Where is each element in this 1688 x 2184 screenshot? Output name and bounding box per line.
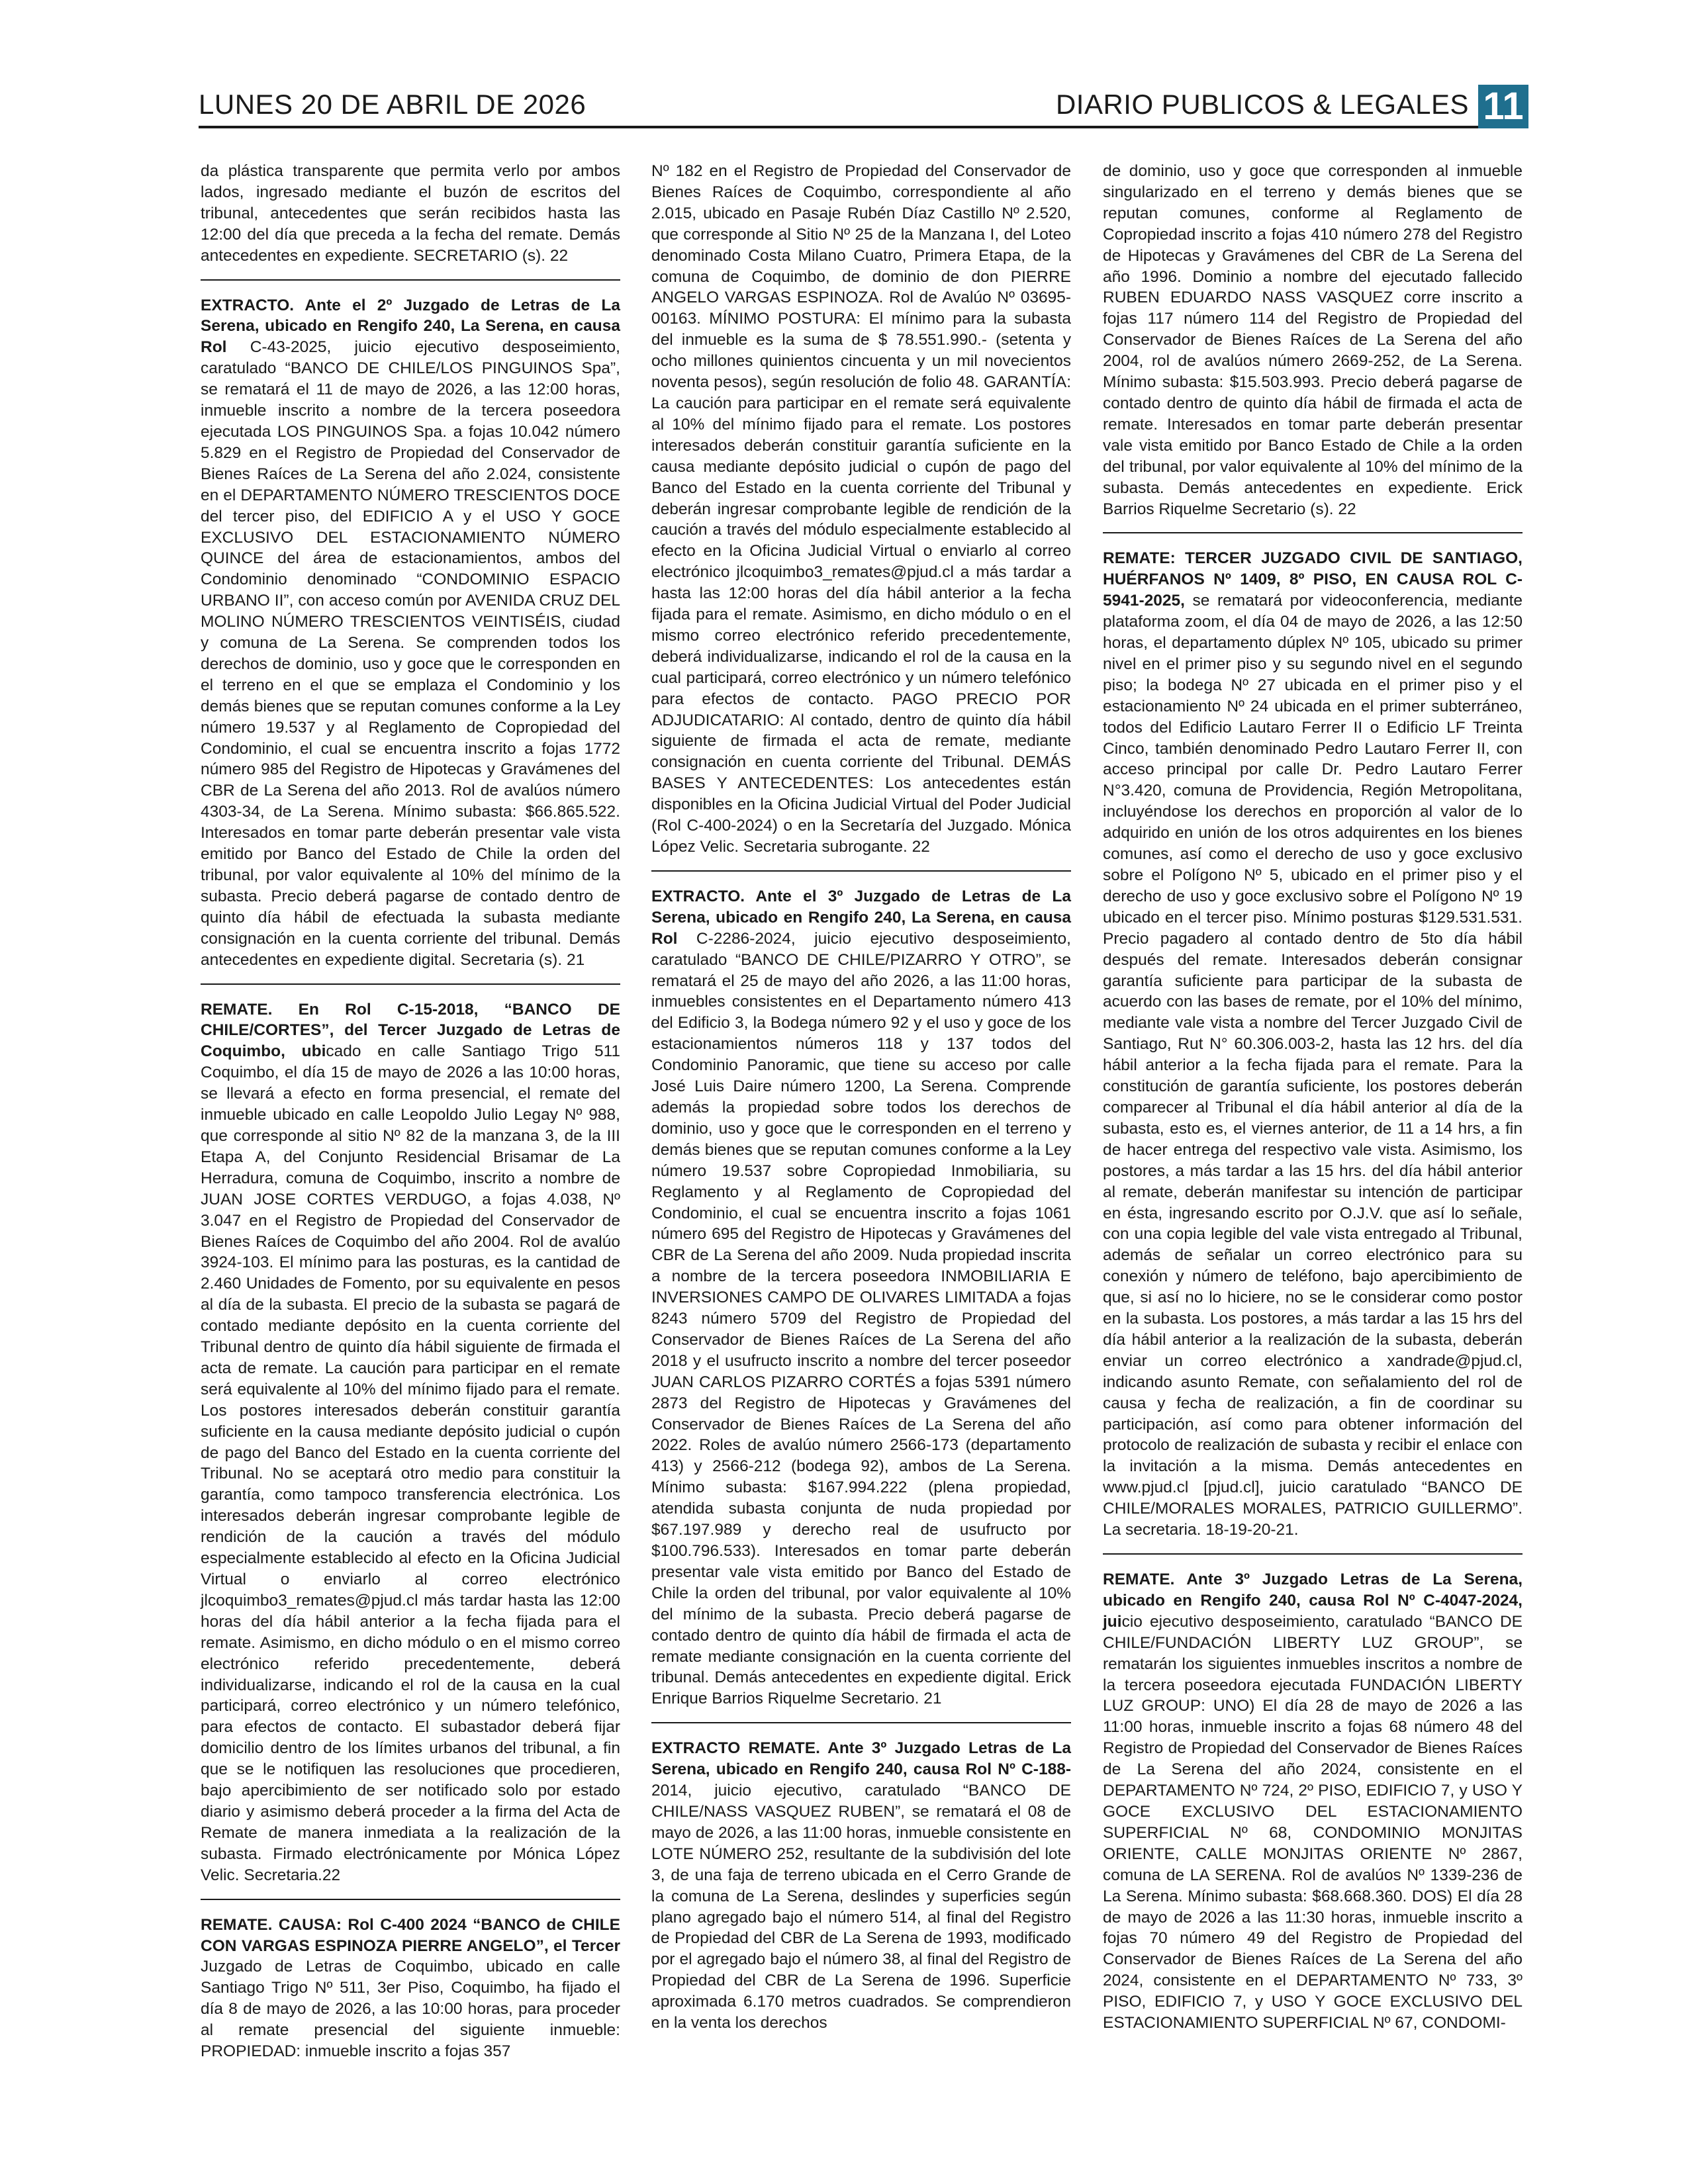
notice-remate-c-400-2024	[201, 1915, 620, 2062]
section-title: DIARIO PUBLICOS & LEGALES	[1055, 89, 1469, 120]
notice-divider	[1103, 1553, 1523, 1555]
notice-text: Juzgado de Letras de Coquimbo, ubicado en calle Santiago Trigo Nº 511, 3er Piso, Coquimbo, ha fijado el día 8 de mayo de 2026, a las 10:00 horas, para proceder al remate presencial del siguiente inmueble: PROPIEDAD: inmueble inscrito a fojas 357	[201, 1958, 620, 2061]
notice-divider	[651, 870, 1071, 872]
notice-lead: REMATE: TERCER JUZGADO CIVIL DE SANTIAGO, HUÉRFANOS Nº 1409, 8º PISO, EN CAUSA ROL C-5941-2025,	[1103, 549, 1523, 610]
column-3	[1103, 161, 1523, 2034]
notice-text: da plástica transparente que permita verlo por ambos lados, ingresado mediante el buzón de escritos del tribunal, antecedentes que serán recibidos hasta las 12:00 del día que preceda a la fecha del remate. Demás antecedentes en expediente. SECRETARIO (s). 22	[201, 162, 620, 265]
notice-body	[651, 161, 1071, 858]
issue-date: LUNES 20 DE ABRIL DE 2026	[199, 89, 586, 120]
notice-text: C-43-2025, juicio ejecutivo desposeimiento, caratulado “BANCO DE CHILE/LOS PINGUINOS Spa”, se rematará el 11 de mayo de 2026, a las 12:00 horas, inmueble inscrito a nombre de la tercera poseedora ejecutada LOS PINGUINOS Spa. a fojas 10.042 número 5.829 en el Registro de Propiedad del Conservador de Bienes Raíces de La Serena del año 2.024, consistente en el DEPARTAMENTO NÚMERO TRESCIENTOS DOCE del tercer piso, del EDIFICIO A y el USO Y GOCE EXCLUSIVO DEL ESTACIONAMIENTO NÚMERO QUINCE del área de estacionamientos, ambos del Condominio denominado “CONDOMINIO ESPACIO URBANO II”, con acceso común por AVENIDA CRUZ DEL MOLINO NÚMERO TRESCIENTOS VEINTISÉIS, ciudad y comuna de La Serena. Se comprenden todos los derechos de dominio, uso y goce que le corresponden en el terreno en el que se emplaza el Condominio y los demás bienes que se reputan comunes conforme a la Ley número 19.537 y al Reglamento de Copropiedad del Condominio, el cual se encuentra inscrito a fojas 1772 número 985 del Registro de Hipotecas y Gravámenes del CBR de La Serena del año 2013. Rol de avalúos número 4303-34, de La Serena. Mínimo subasta: $66.865.522. Interesados en tomar parte deberán presentar vale vista emitido por Banco del Estado de Chile la orden del tribunal, por valor equivalente al 10% del mínimo de la subasta. Precio deberá pagarse de contado dentro de quinto día hábil de efectuada la subasta mediante consignación en la cuenta corriente del tribunal. Demás antecedentes en expediente digital. Secretaria (s). 21	[201, 338, 620, 969]
notice-body	[651, 1738, 1071, 2034]
notice-text: cio ejecutivo desposeimiento, caratulado “BANCO DE CHILE/FUNDACIÓN LIBERTY LUZ GROUP”, se rematarán los siguientes inmuebles inscritos a nombre de la tercera poseedora ejecutada FUNDACIÓN LIBERTY LUZ GROUP: UNO) El día 28 de mayo de 2026 a las 11:00 horas, inmueble inscrito a fojas 68 número 48 del Registro de Propiedad del Conservador de Bienes Raíces de La Serena del año 2024, consistente en el DEPARTAMENTO Nº 724, 2º PISO, EDIFICIO 7, y USO Y GOCE EXCLUSIVO DEL ESTACIONAMIENTO SUPERFICIAL Nº 68, CONDOMINIO MONJITAS ORIENTE, CALLE MONJITAS ORIENTE Nº 2867, comuna de LA SERENA. Rol de avalúos Nº 1339-236 de La Serena. Mínimo subasta: $68.668.360. DOS) El día 28 de mayo de 2026 a las 11:30 horas, inmueble inscrito a fojas 70 número 49 del Registro de Propiedad del Conservador de Bienes Raíces de La Serena del año 2024, consistente en el DEPARTAMENTO Nº 733, 3º PISO, EDIFICIO 7, y USO Y GOCE EXCLUSIVO DEL ESTACIONAMIENTO SUPERFICIAL Nº 67, CONDOMI-	[1103, 1612, 1523, 2032]
notice-extracto-3-juzgado-la-serena	[651, 886, 1071, 1709]
notice-continuation	[1103, 161, 1523, 520]
notice-text: de dominio, uso y goce que corresponden al inmueble singularizado en el terreno y demás bienes que se reputan comunes, conforme al Reglamento de Copropiedad inscrito a fojas 410 número 278 del Registro de Hipotecas y Gravámenes del CBR de La Serena del año 1996. Dominio a nombre del ejecutado fallecido RUBEN EDUARDO NASS VASQUEZ corre inscrito a fojas 117 número 114 del Registro de Propiedad del Conservador de Bienes Raíces de La Serena del año 2004, rol de avalúos número 2669-252, de La Serena. Mínimo subasta: $15.503.993. Precio deberá pagarse de contado dentro de quinto día hábil de firmada el acta de remate. Interesados en tomar parte deberán presentar vale vista emitido por Banco Estado de Chile a la orden del tribunal, por valor equivalente al 10% del mínimo de la subasta. Demás antecedentes en expediente. Erick Barrios Riquelme Secretario (s). 22	[1103, 162, 1523, 518]
notice-lead: EXTRACTO. Ante el 3º Juzgado de Letras de La Serena, ubicado en Rengifo 240, La Serena, en causa Rol	[651, 887, 1071, 948]
notice-body	[201, 1915, 620, 2062]
notice-text: 2014, juicio ejecutivo, caratulado “BANCO DE CHILE/NASS VASQUEZ RUBEN”, se rematará el 08 de mayo de 2026, a las 11:00 horas, inmueble consistente en LOTE NÚMERO 252, resultante de la subdivisión del lote 3, de una faja de terreno ubicada en el Cerro Grande de la comuna de La Serena, deslindes y superficies según plano agregado bajo el número 514, al final del Registro de Propiedad del CBR de La Serena de 1993, modificado por el agregado bajo el número 38, al final del Registro de Propiedad del CBR de La Serena de 1996. Superficie aproximada 6.170 metros cuadrados. Se comprendieron en la venta los derechos	[651, 1782, 1071, 2032]
notice-text: Nº 182 en el Registro de Propiedad del Conservador de Bienes Raíces de Coquimbo, correspondiente al año 2.015, ubicado en Pasaje Rubén Díaz Castillo Nº 2.520, que corresponde al Sitio Nº 25 de la Manzana I, del Loteo denominado Costa Milano Cuatro, Primera Etapa, de la comuna de Coquimbo, de dominio de don PIERRE ANGELO VARGAS ESPINOZA. Rol de Avalúo Nº 03695-00163. MÍNIMO POSTURA: El mínimo para la subasta del inmueble es la suma de $ 78.551.990.- (setenta y ocho millones quinientos cincuenta y un mil novecientos noventa pesos), según resolución de folio 48. GARANTÍA: La caución para participar en el remate será equivalente al 10% del mínimo fijado para el remate. Los postores interesados deberán constituir garantía suficiente en la causa mediante depósito judicial o cupón de pago del Banco del Estado en la cuenta corriente del Tribunal y deberán ingresar comprobante legible de rendición de la caución a través del módulo especialmente establecido al efecto en la Oficina Judicial Virtual o enviarlo al correo electrónico jlcoquimbo3_remates@pjud.cl a más tardar a hasta las 12:00 horas del día hábil anterior a la fecha fijada para el remate. Asimismo, en dicho módulo o en el mismo correo electrónico referido precedentemente, deberá individualizarse, indicando el rol de la causa en la cual participará, correo electrónico y un número telefónico para efectos de contacto. PAGO PRECIO POR ADJUDICATARIO: Al contado, dentro de quinto día hábil siguiente de firmada el acta de remate, mediante consignación en cuenta corriente del Tribunal. DEMÁS BASES Y ANTECEDENTES: Los antecedentes están disponibles en la Oficina Judicial Virtual del Poder Judicial (Rol C-400-2024) o en la Secretaría del Juzgado. Mónica López Velic. Secretaria subrogante. 22	[651, 162, 1071, 856]
notice-extracto-remate-c-188-2014	[651, 1738, 1071, 2034]
notice-remate-c-15-2018	[201, 999, 620, 1886]
notice-body	[201, 999, 620, 1886]
notice-divider	[201, 983, 620, 985]
notice-lead: EXTRACTO. Ante el 2º Juzgado de Letras de La Serena, ubicado en Rengifo 240, La Serena, en causa Rol	[201, 296, 620, 357]
notice-body	[201, 161, 620, 267]
notice-body	[651, 886, 1071, 1709]
notice-divider	[201, 279, 620, 281]
notice-lead: EXTRACTO REMATE. Ante 3º Juzgado Letras de La Serena, ubicado en Rengifo 240, causa Rol Nº C-188-	[651, 1739, 1071, 1779]
notice-body	[1103, 161, 1523, 520]
notice-body	[1103, 548, 1523, 1541]
notice-continuation	[201, 161, 620, 267]
page-header	[199, 81, 1528, 128]
notice-remate-c-5941-2025	[1103, 548, 1523, 1541]
notice-lead: REMATE. CAUSA: Rol C-400 2024 “BANCO de CHILE CON VARGAS ESPINOZA PIERRE ANGELO”, el Tercer	[201, 1915, 620, 1955]
notice-body	[1103, 1569, 1523, 2034]
column-1	[201, 161, 620, 2062]
notice-body	[201, 295, 620, 971]
notice-text: C-2286-2024, juicio ejecutivo desposeimiento, caratulado “BANCO DE CHILE/PIZARRO Y OTRO”, se rematará el 25 de mayo del año 2026, a las 11:00 horas, inmuebles consistentes en el Departamento número 413 del Edificio 3, la Bodega número 92 y el uso y goce de los estacionamientos números 118 y 137 todos del Condominio Panoramic, que tiene su acceso por calle José Luis Daire número 1200, La Serena. Comprende además la propiedad sobre todos los derechos de dominio, uso y goce que le corresponden en el terreno y demás bienes que se reputan comunes conforme a la Ley número 19.537 sobre Copropiedad Inmobiliaria, su Reglamento y al Reglamento de Copropiedad del Condominio, el cual se encuentra inscrito a fojas 1061 número 695 del Registro de Hipotecas y Gravámenes del CBR de La Serena del año 2009. Nuda propiedad inscrita a nombre de la tercera poseedora INMOBILIARIA E INVERSIONES CAMPO DE OLIVARES LIMITADA a fojas 8243 número 5709 del Registro de Propiedad del Conservador de Bienes Raíces de La Serena del año 2018 y el usufructo inscrito a nombre del tercer poseedor JUAN CARLOS PIZARRO CORTÉS a fojas 5391 número 2873 del Registro de Hipotecas y Gravámenes del Conservador de Bienes Raíces de La Serena del año 2022. Roles de avalúo número 2566-173 (departamento 413) y 2566-212 (bodega 92), ambos de La Serena. Mínimo subasta: $167.994.222 (plena propiedad, atendida subasta conjunta de nuda propiedad por $67.197.989 y derecho real de usufructo por $100.796.533). Interesados en tomar parte deberán presentar vale vista emitido por Banco del Estado de Chile la orden del tribunal, por valor equivalente al 10% del mínimo de la subasta. Precio deberá pagarse de contado dentro de quinto día hábil de firmada el acta de remate mediante consignación en la cuenta corriente del tribunal. Demás antecedentes en expediente digital. Erick Enrique Barrios Riquelme Secretario. 21	[651, 929, 1071, 1708]
page-number-badge: 11	[1478, 85, 1528, 128]
notice-lead: REMATE. Ante 3º Juzgado Letras de La Serena, ubicado en Rengifo 240, causa Rol Nº C-4047-2024, jui	[1103, 1570, 1523, 1631]
notice-continuation	[651, 161, 1071, 858]
notice-extracto-2-juzgado-la-serena	[201, 295, 620, 971]
notice-text: cado en calle Santiago Trigo 511 Coquimbo, el día 15 de mayo de 2026 a las 10:00 horas, se llevará a efecto en forma presencial, el remate del inmueble ubicado en calle Leopoldo Julio Legay Nº 988, que corresponde al sitio Nº 82 de la manzana 3, de la III Etapa A, del Conjunto Residencial Brisamar de La Herradura, comuna de Coquimbo, inscrito a nombre de JUAN JOSE CORTES VERDUGO, a fojas 4.038, Nº 3.047 en el Registro de Propiedad del Conservador de Bienes Raíces de Coquimbo del año 2004. Rol de avalúo 3924-103. El mínimo para las posturas, es la cantidad de 2.460 Unidades de Fomento, por su equivalente en pesos al día de la subasta. El precio de la subasta se pagará de contado mediante depósito en la cuenta corriente del Tribunal dentro de quinto día hábil siguiente de firmada el acta de remate. La caución para participar en el remate será equivalente al 10% del mínimo fijado para el remate. Los postores interesados deberán constituir garantía suficiente en la causa mediante depósito judicial o cupón de pago del Banco del Estado en la cuenta corriente del Tribunal. No se aceptará otro medio para constituir la garantía, como tampoco transferencia electrónica. Los interesados deberán ingresar comprobante legible de rendición de la caución a través del módulo especialmente establecido al efecto en la Oficina Judicial Virtual o enviarlo al correo electrónico jlcoquimbo3_remates@pjud.cl más tardar hasta las 12:00 horas del día hábil anterior a la fecha fijada para el remate. Asimismo, en dicho módulo o en el mismo correo electrónico referido precedentemente, deberá individualizarse, indicando el rol de la causa en la cual participará, correo electrónico y un número telefónico, para efectos de contacto. El subastador deberá fijar domicilio dentro de los límites urbanos del tribunal, a fin que se le notifiquen las resoluciones que procedieren, bajo apercibimiento de ser notificado solo por estado diario y asimismo deberá proceder a la firma del Acta de Remate de manera inmediata a la realización de la subasta. Firmado electrónicamente por Mónica López Velic. Secretaria.22	[201, 1042, 621, 1884]
column-2	[651, 161, 1071, 2034]
notice-remate-c-4047-2024	[1103, 1569, 1523, 2034]
notice-lead: REMATE. En Rol C-15-2018, “BANCO DE CHILE/CORTES”, del Tercer Juzgado de Letras de Coquimbo, ubi	[201, 1000, 620, 1061]
notice-divider	[651, 1722, 1071, 1723]
notice-divider	[201, 1899, 620, 1900]
notice-text: se rematará por videoconferencia, mediante plataforma zoom, el día 04 de mayo de 2026, a las 12:50 horas, el departamento dúplex Nº 105, ubicado su primer nivel en el primer piso y su segundo nivel en el segundo piso; la bodega Nº 27 ubicada en el primer piso y el estacionamiento Nº 24 ubicada en el primer subterráneo, todos del Edificio Lautaro Ferrer II o Edificio LF Treinta Cinco, también denominado Pedro Lautaro Ferrer II, con acceso principal por calle Dr. Pedro Lautaro Ferrer N°3.420, comuna de Providencia, Región Metropolitana, incluyéndose los derechos en proporción al valor de lo adquirido en unión de los otros adquirentes en los bienes comunes, así como el derecho de uso y goce exclusivo sobre el Polígono Nº 5, ubicado en el primer piso y el derecho de uso y goce exclusivo sobre el Polígono Nº 19 ubicado en el tercer piso. Mínimo posturas $129.531.531. Precio pagadero al contado dentro de 5to día hábil después del remate. Interesados deberán consignar garantía suficiente para participar de la subasta de acuerdo con las bases de remate, por el 10% del mínimo, mediante vale vista a nombre del Tercer Juzgado Civil de Santiago, Rut N° 60.306.003-2, hasta las 12 hrs. del día hábil anterior a la fecha fijada para el remate. Para la constitución de garantía suficiente, los postores deberán comparecer al Tribunal el día hábil anterior al día de la subasta, esto es, el viernes anterior, de 11 a 14 hrs, a fin de hacer entrega del respectivo vale vista. Asimismo, los postores, a más tardar a las 15 hrs. del día hábil anterior al remate, deberán manifestar su intención de participar en ésta, ingresando escrito por O.J.V. que así lo señale, con una copia legible del vale vista entregado al Tribunal, además de señalar un correo electrónico para su conexión y número de teléfono, bajo apercibimiento de que, si así no lo hiciere, no se le considerar como postor en la subasta. Los postores, a más tardar a las 15 hrs del día hábil anterior a la realización de la subasta, deberán enviar un correo electrónico a xandrade@pjud.cl, indicando asunto Remate, con señalamiento del rol de causa y fecha de realización, a fin de coordinar su participación, así como para obtener información del protocolo de realización de subasta y recibir el enlace con la invitación a la misma. Demás antecedentes en www.pjud.cl [pjud.cl], juicio caratulado “BANCO DE CHILE/MORALES MORALES, PATRICIO GUILLERMO”. La secretaria. 18-19-20-21.	[1103, 592, 1523, 1539]
notice-divider	[1103, 532, 1523, 533]
